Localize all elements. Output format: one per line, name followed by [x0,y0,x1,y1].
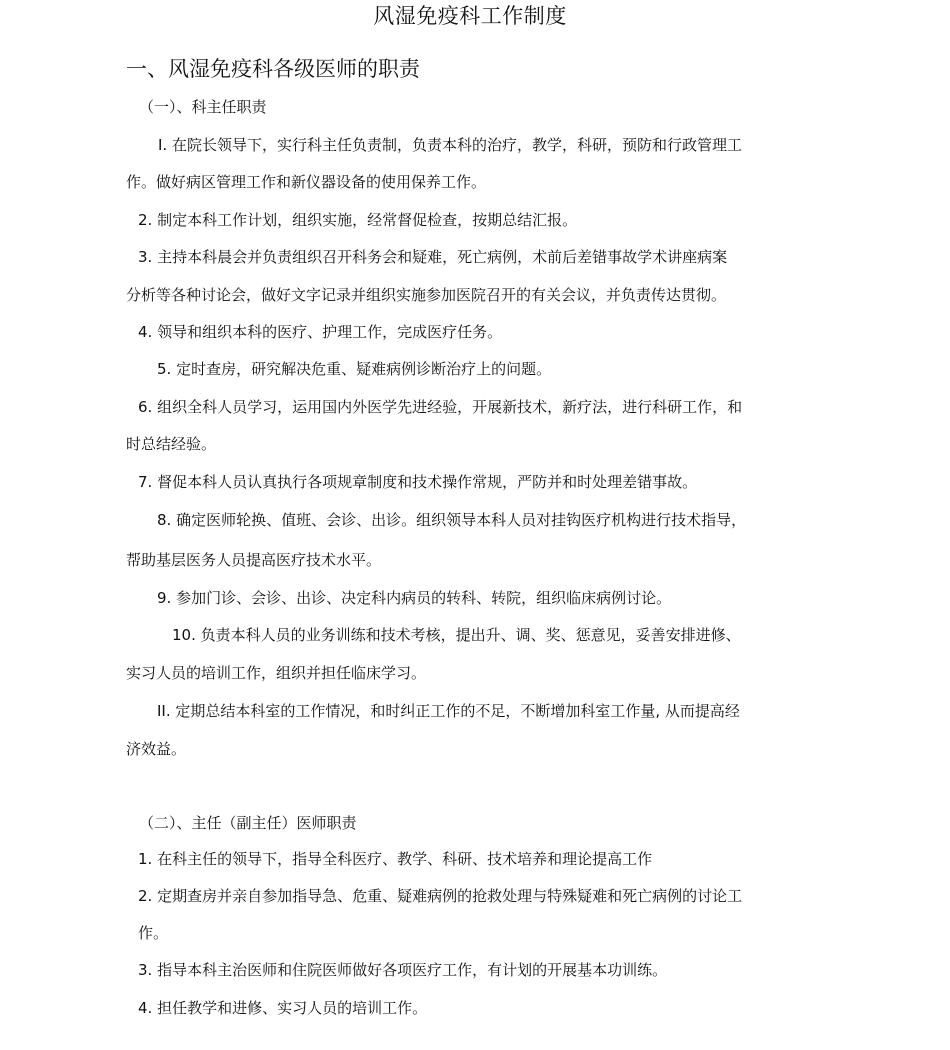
paragraph-line: 实习人员的培训工作，组织并担任临床学习。 [126,664,427,682]
paragraph-line: 8. 确定医师轮换、值班、会诊、出诊。组织领导本科人员对挂钩医疗机构进行技术指导， [157,511,747,529]
paragraph-line: 5. 定时查房，研究解决危重、疑难病例诊断治疗上的问题。 [157,360,552,378]
section-heading-1: 一、风湿免疫科各级医师的职责 [126,57,420,81]
paragraph-line: 3. 指导本科主治医师和住院医师做好各项医疗工作，有计划的开展基本功训练。 [138,961,668,979]
subsection-heading-2: （二）、主任（副主任）医师职责 [139,814,357,832]
paragraph-line: 4. 担任教学和进修、实习人员的培训工作。 [138,999,428,1017]
paragraph-line: 1. 在科主任的领导下，指导全科医疗、教学、科研、技术培养和理论提高工作 [138,850,653,868]
paragraph-line: 时总结经验。 [126,435,217,453]
paragraph-line: 6. 组织全科人员学习，运用国内外医学先进经验，开展新技术，新疗法，进行科研工作，和 [138,398,743,416]
paragraph-line: 9. 参加门诊、会诊、出诊、决定科内病员的转科、转院，组织临床病例讨论。 [157,589,672,607]
paragraph-line: 作。 [138,924,169,942]
document-title: 风湿免疫科工作制度 [373,4,567,28]
paragraph-line: II. 定期总结本科室的工作情况，和时纠正工作的不足，不断增加科室工作量, 从而提高经 [157,702,740,720]
paragraph-line: 帮助基层医务人员提高医疗技术水平。 [126,551,382,569]
paragraph-line: 分析等各种讨论会，做好文字记录并组织实施参加医院召开的有关会议，并负责传达贯彻。 [126,286,727,304]
paragraph-line: 10. 负责本科人员的业务训练和技术考核，提出升、调、奖、惩意见，妥善安排进修、 [172,626,741,644]
paragraph-line: 2. 定期查房并亲自参加指导急、危重、疑难病例的抢救处理与特殊疑难和死亡病例的讨论工 [138,887,743,905]
paragraph-line: 3. 主持本科晨会并负责组织召开科务会和疑难，死亡病例，术前后差错事故学术讲座病案 [138,248,728,266]
paragraph-line: 济效益。 [126,740,187,758]
paragraph-line: I. 在院长领导下，实行科主任负责制，负责本科的治疗，教学，科研，预防和行政管理工 [158,136,742,154]
paragraph-line: 4. 领导和组织本科的医疗、护理工作，完成医疗任务。 [138,323,503,341]
paragraph-line: 作。做好病区管理工作和新仪器设备的使用保养工作。 [126,173,487,191]
subsection-heading-1: （一）、科主任职责 [139,98,267,116]
paragraph-line: 2. 制定本科工作计划，组织实施，经常督促检查，按期总结汇报。 [138,211,578,229]
paragraph-line: 7. 督促本科人员认真执行各项规章制度和技术操作常规，严防并和时处理差错事故。 [138,473,698,491]
